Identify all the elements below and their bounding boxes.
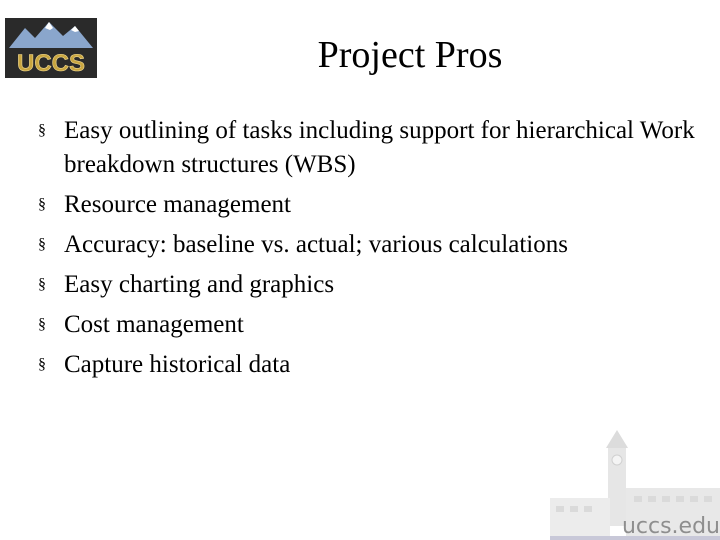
bullet-item <box>38 268 718 302</box>
bullet-item <box>38 114 718 182</box>
bullet-marker-icon: § <box>38 276 46 293</box>
bullet-item <box>38 228 718 262</box>
footer-url: uccs.edu <box>621 514 720 539</box>
bullet-marker-icon: § <box>38 196 46 213</box>
bullet-item <box>38 188 718 222</box>
bullet-text: Easy outlining of tasks including support for hierarchical Work breakdown structures (WBS) <box>64 117 695 178</box>
bullet-text: Resource management <box>64 191 291 218</box>
bullet-marker-icon: § <box>38 356 46 373</box>
bullet-item <box>38 308 718 342</box>
bullet-item <box>38 348 718 382</box>
bullet-marker-icon: § <box>38 236 46 253</box>
slide-title: Project Pros <box>317 34 503 76</box>
bullet-text: Accuracy: baseline vs. actual; various calculations <box>64 231 568 258</box>
bullet-marker-icon: § <box>38 316 46 333</box>
bullet-marker-icon: § <box>38 122 46 139</box>
bullet-list <box>38 114 718 388</box>
logo-text: UCCS <box>16 50 86 77</box>
bullet-text: Easy charting and graphics <box>64 271 335 298</box>
uccs-logo <box>5 18 97 78</box>
bullet-text: Cost management <box>64 311 244 338</box>
bullet-text: Capture historical data <box>64 351 291 378</box>
